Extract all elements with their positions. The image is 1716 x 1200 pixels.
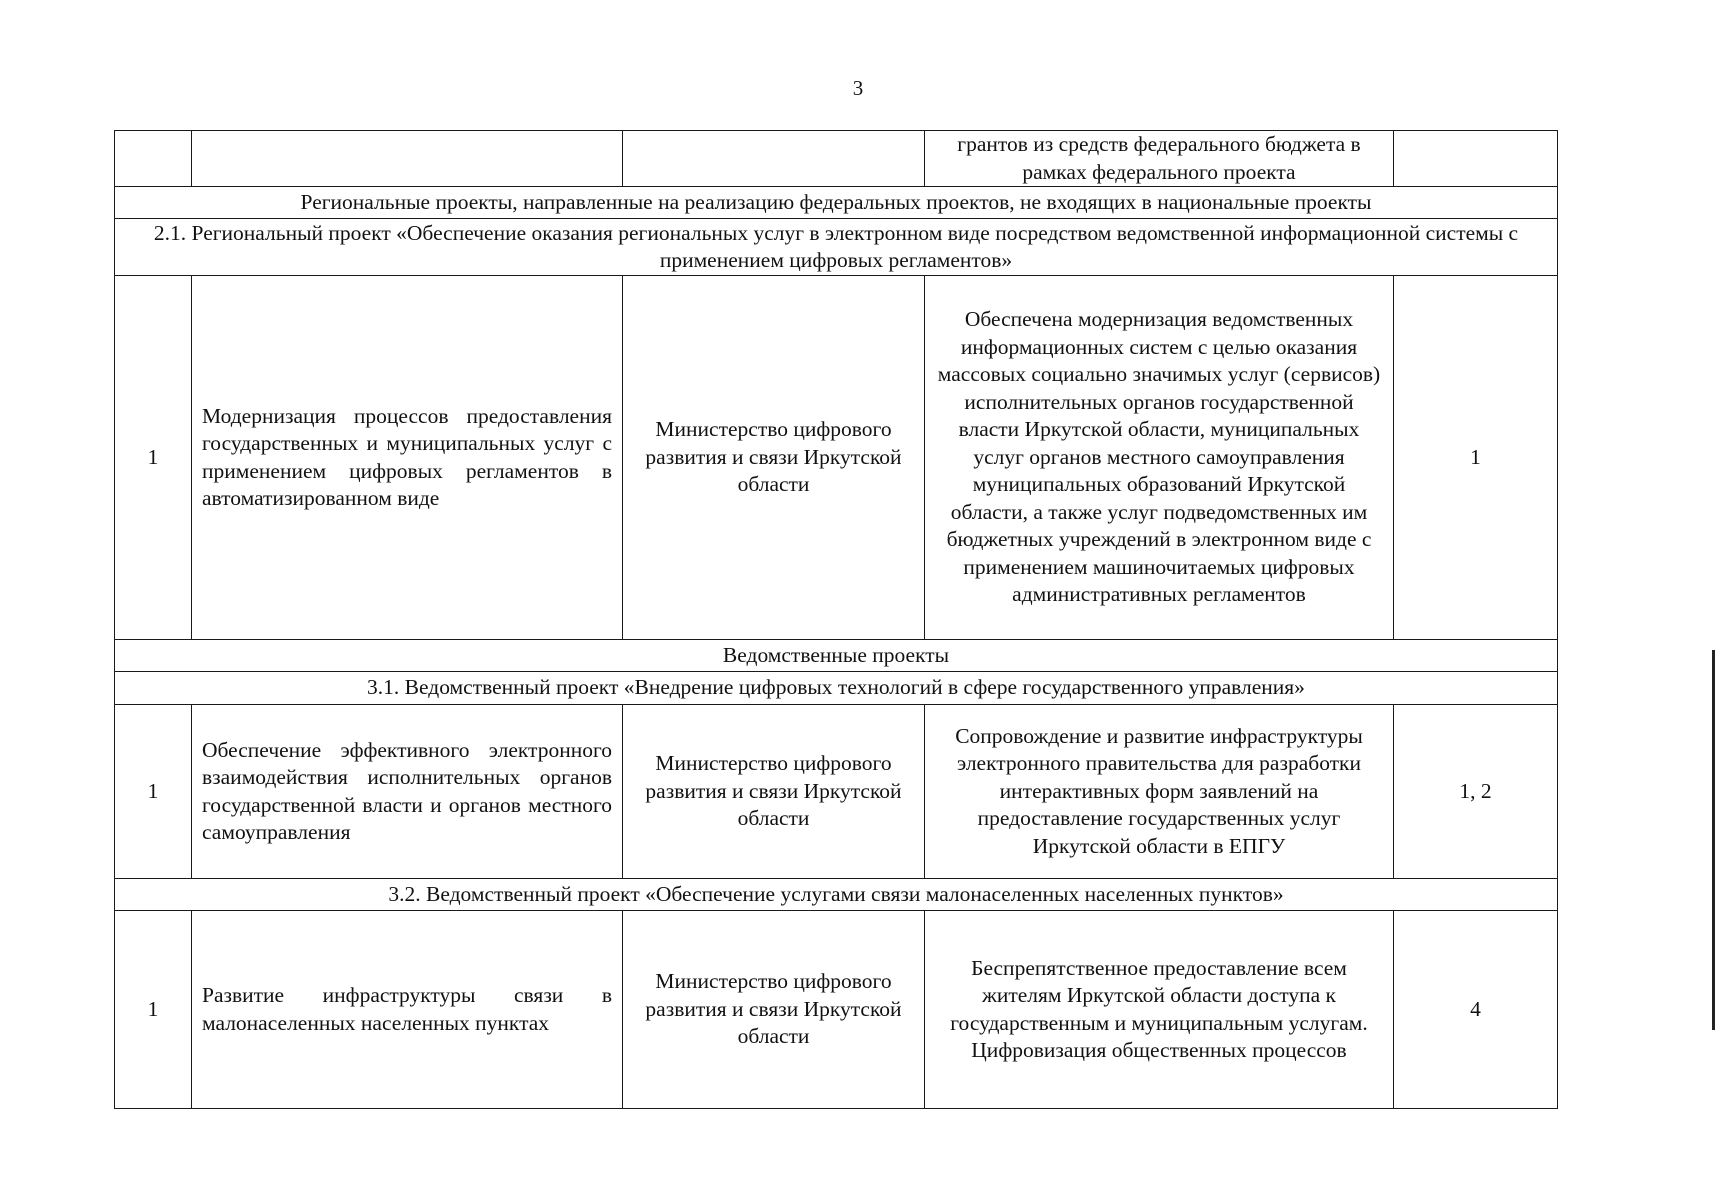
section-row: [115, 879, 1558, 911]
responsible-cell: [623, 131, 925, 187]
task-cell: Обеспечение эффективного электронного взаимодействия исполнительных органов государственной власти и органов местного самоуправления: [192, 705, 623, 879]
result-cell: Сопровождение и развитие инфраструктуры электронного правительства для разработки интерактивных форм заявлений на предоставление государственных услуг Иркутской области в ЕПГУ: [925, 705, 1394, 879]
section-row: [115, 640, 1558, 672]
responsible-cell: Министерство цифрового развития и связи Иркутской области: [623, 911, 925, 1109]
projects-table: [114, 130, 1558, 1109]
row-number-cell: [115, 131, 192, 187]
row-number-cell: 1: [115, 911, 192, 1109]
section-row: [115, 672, 1558, 705]
responsible-cell: Министерство цифрового развития и связи Иркутской области: [623, 705, 925, 879]
section-title: Ведомственные проекты: [115, 640, 1558, 672]
section-title: 2.1. Региональный проект «Обеспечение оказания региональных услуг в электронном виде посредством ведомственной информационной системы с применением цифровых регламентов»: [115, 219, 1558, 276]
section-title: 3.2. Ведомственный проект «Обеспечение услугами связи малонаселенных населенных пунктов»: [115, 879, 1558, 911]
indicator-ref-cell: 4: [1394, 911, 1558, 1109]
task-cell: Развитие инфраструктуры связи в малонаселенных населенных пунктах: [192, 911, 623, 1109]
row-number-cell: 1: [115, 276, 192, 640]
section-title: 3.1. Ведомственный проект «Внедрение цифровых технологий в сфере государственного управления»: [115, 672, 1558, 705]
indicator-ref-cell: 1: [1394, 276, 1558, 640]
result-cell: Обеспечена модернизация ведомственных информационных систем с целью оказания массовых социально значимых услуг (сервисов) исполнительных органов государственной власти Иркутской области, муниципальных услуг органов местного самоуправления муниципальных образований Иркутской области, а также услуг подведомственных им бюджетных учреждений в электронном виде с применением машиночитаемых цифровых административных регламентов: [925, 276, 1394, 640]
indicator-ref-cell: [1394, 131, 1558, 187]
scan-edge-mark: [1712, 650, 1715, 1030]
indicator-ref-cell: 1, 2: [1394, 705, 1558, 879]
table-row: [115, 131, 1558, 187]
table-row: [115, 705, 1558, 879]
table-row: [115, 276, 1558, 640]
result-cell: Беспрепятственное предоставление всем жителям Иркутской области доступа к государственным и муниципальным услугам. Цифровизация общественных процессов: [925, 911, 1394, 1109]
page-number: 3: [852, 76, 864, 100]
task-cell: [192, 131, 623, 187]
section-row: [115, 187, 1558, 219]
task-cell: Модернизация процессов предоставления государственных и муниципальных услуг с применением цифровых регламентов в автоматизированном виде: [192, 276, 623, 640]
section-row: [115, 219, 1558, 276]
result-cell: грантов из средств федерального бюджета в рамках федерального проекта: [925, 131, 1394, 187]
row-number-cell: 1: [115, 705, 192, 879]
responsible-cell: Министерство цифрового развития и связи Иркутской области: [623, 276, 925, 640]
section-title: Региональные проекты, направленные на реализацию федеральных проектов, не входящих в национальные проекты: [115, 187, 1558, 219]
table-row: [115, 911, 1558, 1109]
